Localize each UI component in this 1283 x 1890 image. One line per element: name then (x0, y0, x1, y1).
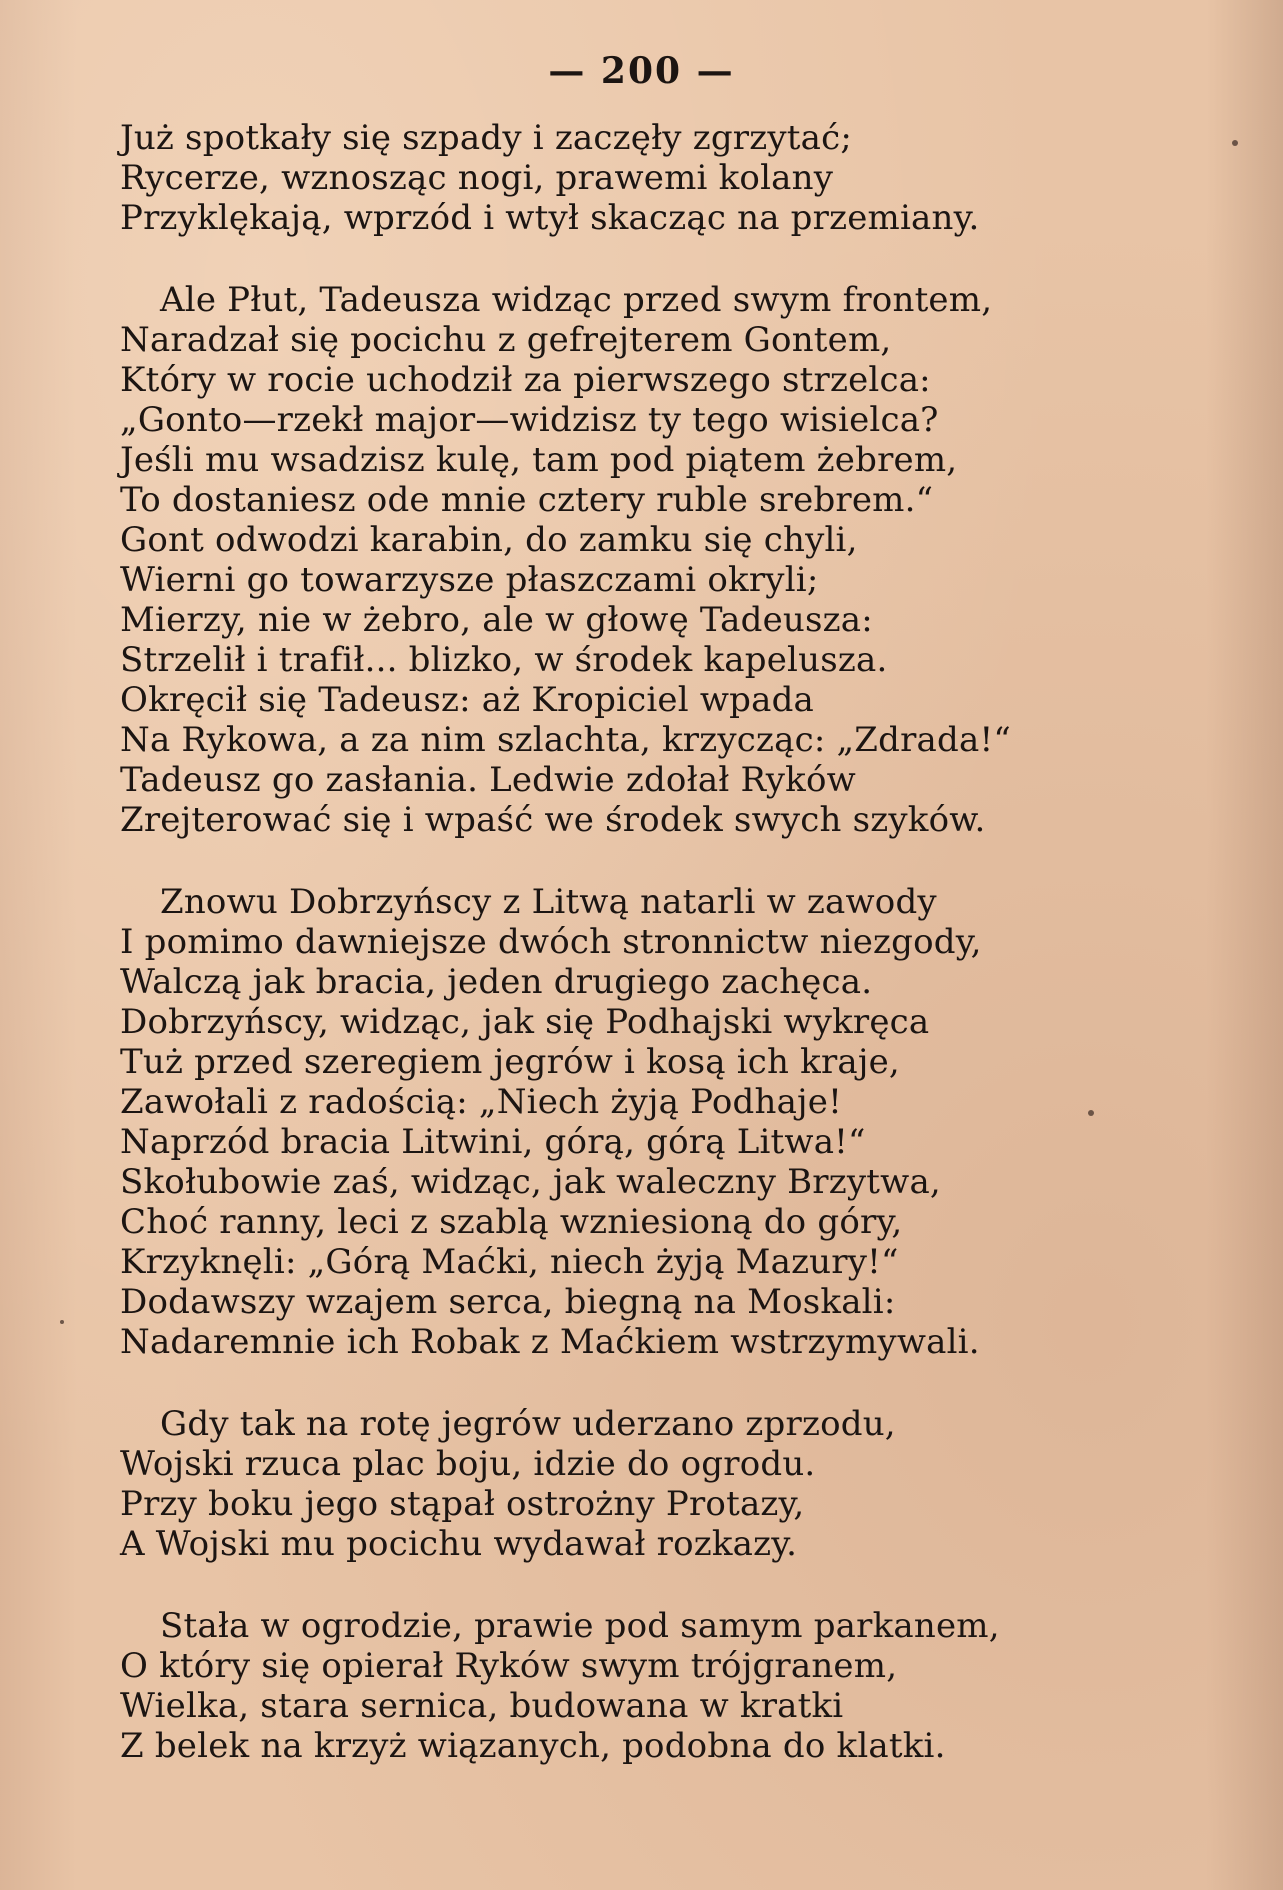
stanza-gap (120, 238, 1250, 280)
verse-line: Krzyknęli: „Górą Maćki, niech żyją Mazury!“ (120, 1242, 899, 1282)
ink-speck (60, 1320, 64, 1324)
verse-line: Choć ranny, leci z szablą wzniesioną do góry, (120, 1202, 903, 1242)
verse-line: Jeśli mu wsadzisz kulę, tam pod piątem żebrem, (120, 440, 958, 480)
stanza-gap (120, 840, 1250, 882)
verse-line: Tadeusz go zasłania. Ledwie zdołał Ryków (120, 760, 856, 800)
page-number: — 200 — (548, 50, 735, 92)
verse-line: Strzelił i trafił... blizko, w środek kapelusza. (120, 640, 888, 680)
verse-line: Skołubowie zaś, widząc, jak waleczny Brzytwa, (120, 1162, 941, 1202)
verse-line: Dodawszy wzajem serca, biegną na Moskali: (120, 1282, 896, 1322)
stanza (120, 882, 1250, 1362)
stanza (120, 280, 1250, 840)
verse-line: Gont odwodzi karabin, do zamku się chyli, (120, 520, 858, 560)
ink-speck (1232, 140, 1238, 146)
verse-line: To dostaniesz ode mnie cztery ruble srebrem.“ (120, 480, 934, 520)
verse-line: Tuż przed szeregiem jegrów i kosą ich kraje, (120, 1042, 900, 1082)
verse-line: „Gonto—rzekł major—widzisz ty tego wisielca? (120, 400, 939, 440)
verse-line: O który się opierał Ryków swym trójgranem, (120, 1646, 898, 1686)
stanza-gap (120, 1362, 1250, 1404)
verse-line: Przyklękają, wprzód i wtył skacząc na przemiany. (120, 198, 980, 238)
verse-line: Już spotkały się szpady i zaczęły zgrzytać; (120, 118, 852, 158)
stanza (120, 1404, 1250, 1564)
poem-text (120, 118, 1250, 1766)
verse-line: Okręcił się Tadeusz: aż Kropiciel wpada (120, 680, 815, 720)
verse-line: Mierzy, nie w żebro, ale w głowę Tadeusza: (120, 600, 873, 640)
verse-line: I pomimo dawniejsze dwóch stronnictw niezgody, (120, 922, 982, 962)
verse-line: Wojski rzuca plac boju, idzie do ogrodu. (120, 1444, 816, 1484)
verse-line: A Wojski mu pocichu wydawał rozkazy. (120, 1524, 798, 1564)
verse-line: Wierni go towarzysze płaszczami okryli; (120, 560, 819, 600)
verse-line: Który w rocie uchodził za pierwszego strzelca: (120, 360, 931, 400)
ink-speck (1088, 1110, 1094, 1116)
verse-line: Dobrzyńscy, widząc, jak się Podhajski wykręca (120, 1002, 930, 1042)
stanza (120, 118, 1250, 238)
verse-line: Walczą jak bracia, jeden drugiego zachęca. (120, 962, 873, 1002)
verse-line: Nadaremnie ich Robak z Maćkiem wstrzymywali. (120, 1322, 980, 1362)
verse-line: Zawołali z radością: „Niech żyją Podhaje! (120, 1082, 842, 1122)
stanza-gap (120, 1564, 1250, 1606)
verse-line: Stała w ogrodzie, prawie pod samym parkanem, (160, 1606, 1000, 1646)
verse-line: Na Rykowa, a za nim szlachta, krzycząc: „Zdrada!“ (120, 720, 1011, 760)
verse-line: Ale Płut, Tadeusza widząc przed swym frontem, (160, 280, 993, 320)
verse-line: Wielka, stara sernica, budowana w kratki (120, 1686, 844, 1726)
verse-line: Z belek na krzyż wiązanych, podobna do klatki. (120, 1726, 946, 1766)
verse-line: Znowu Dobrzyńscy z Litwą natarli w zawody (160, 882, 937, 922)
verse-line: Zrejterować się i wpaść we środek swych szyków. (120, 800, 986, 840)
verse-line: Rycerze, wznosząc nogi, prawemi kolany (120, 158, 834, 198)
stanza (120, 1606, 1250, 1766)
verse-line: Naradzał się pocichu z gefrejterem Gontem, (120, 320, 892, 360)
verse-line: Naprzód bracia Litwini, górą, górą Litwa!“ (120, 1122, 866, 1162)
verse-line: Gdy tak na rotę jegrów uderzano zprzodu, (160, 1404, 896, 1444)
verse-line: Przy boku jego stąpał ostrożny Protazy, (120, 1484, 805, 1524)
